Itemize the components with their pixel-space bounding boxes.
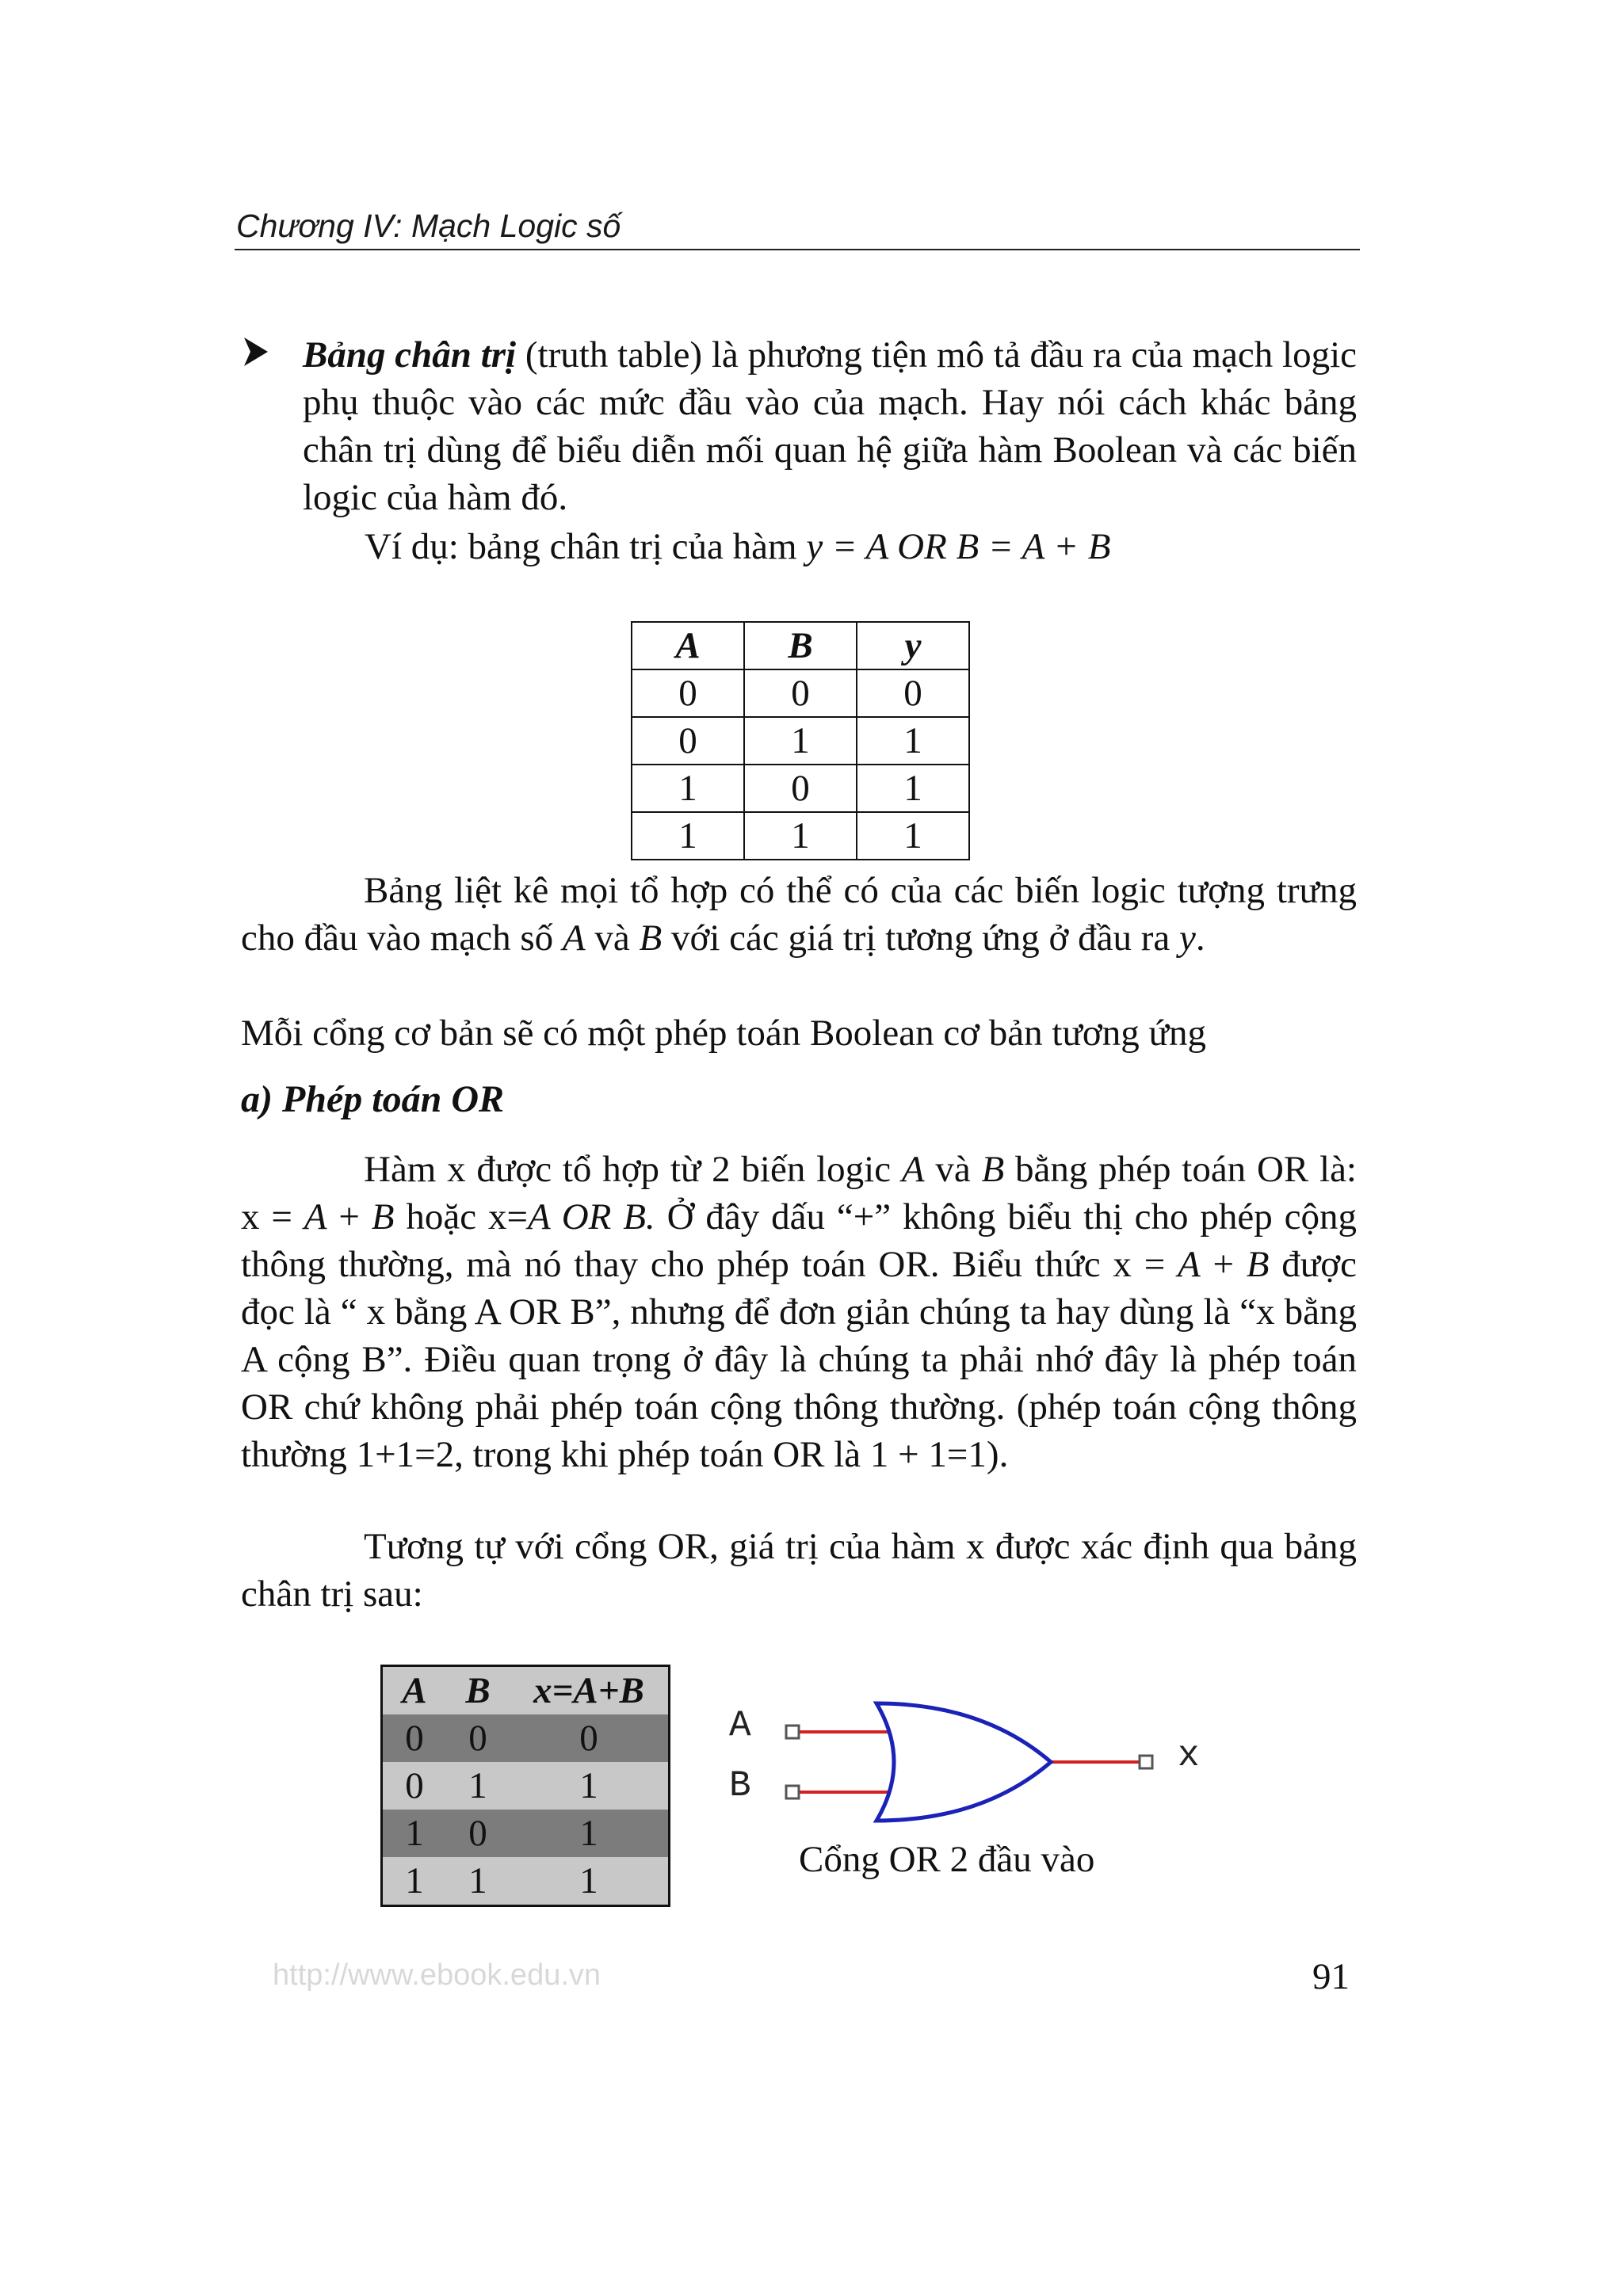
- header-cell: B: [744, 622, 857, 669]
- table-cell: 1: [857, 765, 969, 812]
- text-run: hoặc x=: [394, 1196, 528, 1238]
- table-cell: 1: [382, 1857, 447, 1906]
- table-cell: 1: [744, 812, 857, 860]
- terminal-x: [1140, 1756, 1152, 1768]
- page-number: 91: [1312, 1956, 1350, 1997]
- text-run: được đọc là “ x bằng A OR B”, nhưng để đơn giản chúng ta hay dùng là “x bằng A cộng B”. Điều quan trọng ở đây là chúng ta phải nhớ đây là phép toán OR chứ không phải phép toán cộng thông thường. (phép toán cộng thông thường 1+1=2, trong khi phép toán OR là 1 + 1=1).: [241, 1244, 1357, 1475]
- header-cell: A: [382, 1666, 447, 1715]
- table-cell: 1: [632, 765, 744, 812]
- text-run: với các giá trị tương ứng ở đầu ra: [662, 917, 1179, 959]
- variable-a: A: [562, 917, 586, 959]
- text-run: và: [585, 917, 640, 959]
- table-cell: 0: [632, 717, 744, 765]
- table-cell: 0: [446, 1810, 510, 1857]
- table-row: [382, 1857, 670, 1906]
- text-run: bằng phép toán OR là: x =: [241, 1149, 1357, 1238]
- terminal-b: [786, 1786, 799, 1798]
- gate-input-label-a: A: [729, 1705, 751, 1746]
- text-run: .: [1195, 917, 1205, 959]
- table-cell: 0: [510, 1714, 670, 1762]
- table-cell: 0: [744, 669, 857, 717]
- term-truth-table: Bảng chân trị: [303, 334, 517, 376]
- header-cell: A: [632, 622, 744, 669]
- table-cell: 1: [510, 1857, 670, 1906]
- variable-b: B: [981, 1149, 1005, 1190]
- table-row: [632, 812, 969, 860]
- or-gate-icon: [876, 1703, 1051, 1821]
- text-run: Bảng liệt kê mọi tổ hợp có thể có của các biến logic tượng trưng cho đầu vào mạch số: [241, 870, 1357, 959]
- table-cell: 0: [382, 1762, 447, 1810]
- gate-input-label-b: B: [729, 1765, 751, 1806]
- table-cell: 1: [510, 1762, 670, 1810]
- example-formula: y = A OR B = A + B: [806, 526, 1111, 567]
- paragraph-or-operation: [241, 1146, 1357, 1478]
- gate-output-label-x: x: [1178, 1735, 1200, 1776]
- header-cell: y: [857, 622, 969, 669]
- table-cell: 1: [510, 1810, 670, 1857]
- table-cell: 1: [382, 1810, 447, 1857]
- text-run: và: [924, 1149, 982, 1190]
- variable-b: B: [371, 1196, 395, 1238]
- variable-y: y: [1179, 917, 1196, 959]
- expression-a-or-b: A OR B.: [527, 1196, 655, 1238]
- footer-watermark-url: http://www.ebook.edu.vn: [273, 1958, 601, 1992]
- header-cell: x=A+B: [510, 1666, 670, 1715]
- table-cell: 0: [446, 1714, 510, 1762]
- text-run: +: [1200, 1244, 1247, 1285]
- example-prefix: Ví dụ: bảng chân trị của hàm: [365, 526, 807, 567]
- truth-table-or: [380, 1665, 670, 1907]
- paragraph-or-truth-table-intro: Tương tự với cổng OR, giá trị của hàm x được xác định qua bảng chân trị sau:: [241, 1526, 1357, 1615]
- example-line: [365, 523, 1110, 570]
- section-title-or: a) Phép toán OR: [241, 1078, 505, 1120]
- paragraph-basic-gates: Mỗi cổng cơ bản sẽ có một phép toán Boolean cơ bản tương ứng: [241, 1013, 1207, 1054]
- definition-text: (truth table) là phương tiện mô tả đầu ra của mạch logic phụ thuộc vào các mức đầu vào của mạch. Hay nói cách khác bảng chân trị dùng để biểu diễn mối quan hệ giữa hàm Boolean và các biến logic của hàm đó.: [303, 334, 1357, 518]
- table-header-row: [382, 1666, 670, 1715]
- text-run: +: [327, 1196, 372, 1238]
- chapter-header: Chương IV: Mạch Logic số: [236, 208, 621, 244]
- truth-table-definition: [303, 331, 1357, 521]
- table-cell: 1: [857, 812, 969, 860]
- paragraph-table-explanation: [241, 867, 1357, 962]
- table-cell: 1: [632, 812, 744, 860]
- gate-caption: Cổng OR 2 đầu vào: [799, 1839, 1095, 1880]
- table-row: [382, 1762, 670, 1810]
- variable-a: A: [1178, 1244, 1201, 1285]
- table-cell: 1: [744, 717, 857, 765]
- table-cell: 1: [857, 717, 969, 765]
- variable-b: B: [639, 917, 663, 959]
- table-row: [632, 717, 969, 765]
- table-cell: 0: [857, 669, 969, 717]
- table-row: [382, 1714, 670, 1762]
- variable-b: B: [1246, 1244, 1270, 1285]
- truth-table-y: [631, 621, 970, 860]
- table-cell: 0: [632, 669, 744, 717]
- table-row: [632, 765, 969, 812]
- table-cell: 1: [446, 1857, 510, 1906]
- variable-a: A: [901, 1149, 925, 1190]
- table-row: [632, 669, 969, 717]
- table-row: [382, 1810, 670, 1857]
- header-cell: B: [446, 1666, 510, 1715]
- arrow-bullet-icon: [241, 333, 273, 371]
- variable-a: A: [304, 1196, 327, 1238]
- terminal-a: [786, 1726, 799, 1738]
- text-run: Hàm x được tổ hợp từ 2 biến logic: [364, 1149, 902, 1190]
- table-cell: 0: [382, 1714, 447, 1762]
- or-gate-diagram: [713, 1680, 1236, 1862]
- table-header-row: [632, 622, 969, 669]
- text-run: Ở đây dấu “+” không biểu thị cho phép cộng thông thường, mà nó thay cho phép toán OR. Biểu thức x =: [241, 1196, 1357, 1285]
- table-cell: 0: [744, 765, 857, 812]
- header-divider: [235, 249, 1360, 250]
- table-cell: 1: [446, 1762, 510, 1810]
